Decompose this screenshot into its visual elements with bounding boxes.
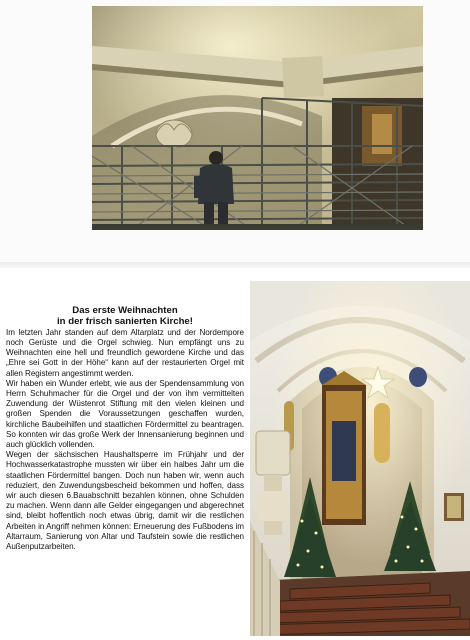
upper-page <box>0 0 470 262</box>
article <box>6 305 244 552</box>
paragraph-3: Wegen der sächsischen Haushaltsperre im Frühjahr und der Hochwasserkatastrophe mussten wir über ein halbes Jahr um die staatlichen Fördermittel bangen. Doch nun haben wir, wenn auch reduziert, den Zuwendungsbescheid bekommen und hoffen, dass wir auch diesen 6.Bauabschnitt bezahlen können, ohne Schulden zu machen. Wenn dann alle Gelder eingegangen und abgerechnet sind, bleibt hoffentlich noch etwas übrig, damit wir die restlichen Arbeiten in Angriff nehmen können: Erneuerung des Fußbodens im Altarraum, Sanierung von Altar und Taufstein sowie die restlichen Außenputzarbeiten. <box>6 450 244 552</box>
paragraph-1: Im letzten Jahr standen auf dem Altarplatz und der Nordempore noch Gerüste und die Orgel schwieg. Nun empfängt uns zu Weihnachten eine hell und freundlich gewordene Kirche und das „Ehre sei Gott in der Höhe“ kann auf der restaurierten Orgel mit allen Registern angestimmt werden. <box>6 327 244 378</box>
article-body <box>6 328 244 552</box>
headline <box>6 305 244 328</box>
paragraph-2: Wir haben ein Wunder erlebt, wie aus der Spendensammlung von Herrn Schuhmacher für die Orgel und der von ihm vermittelten Zuwendung der Wüstenrot Stiftung mit den vielen kleinen und großen Spenden die Voraussetzungen geschaffen wurden, kirchliche Baubeihilfen und staatlichen Fördermittel zu beantragen. So konnten wir das große Werk der Innensanierung beginnen und auch glücklich vollenden. <box>6 378 244 450</box>
photo-scaffolding-in-church <box>92 6 423 230</box>
photo-church-interior-christmas <box>250 281 470 636</box>
headline-line-2: in der frisch sanierten Kirche! <box>57 316 193 328</box>
headline-line-1: Das erste Weihnachten <box>72 305 178 316</box>
